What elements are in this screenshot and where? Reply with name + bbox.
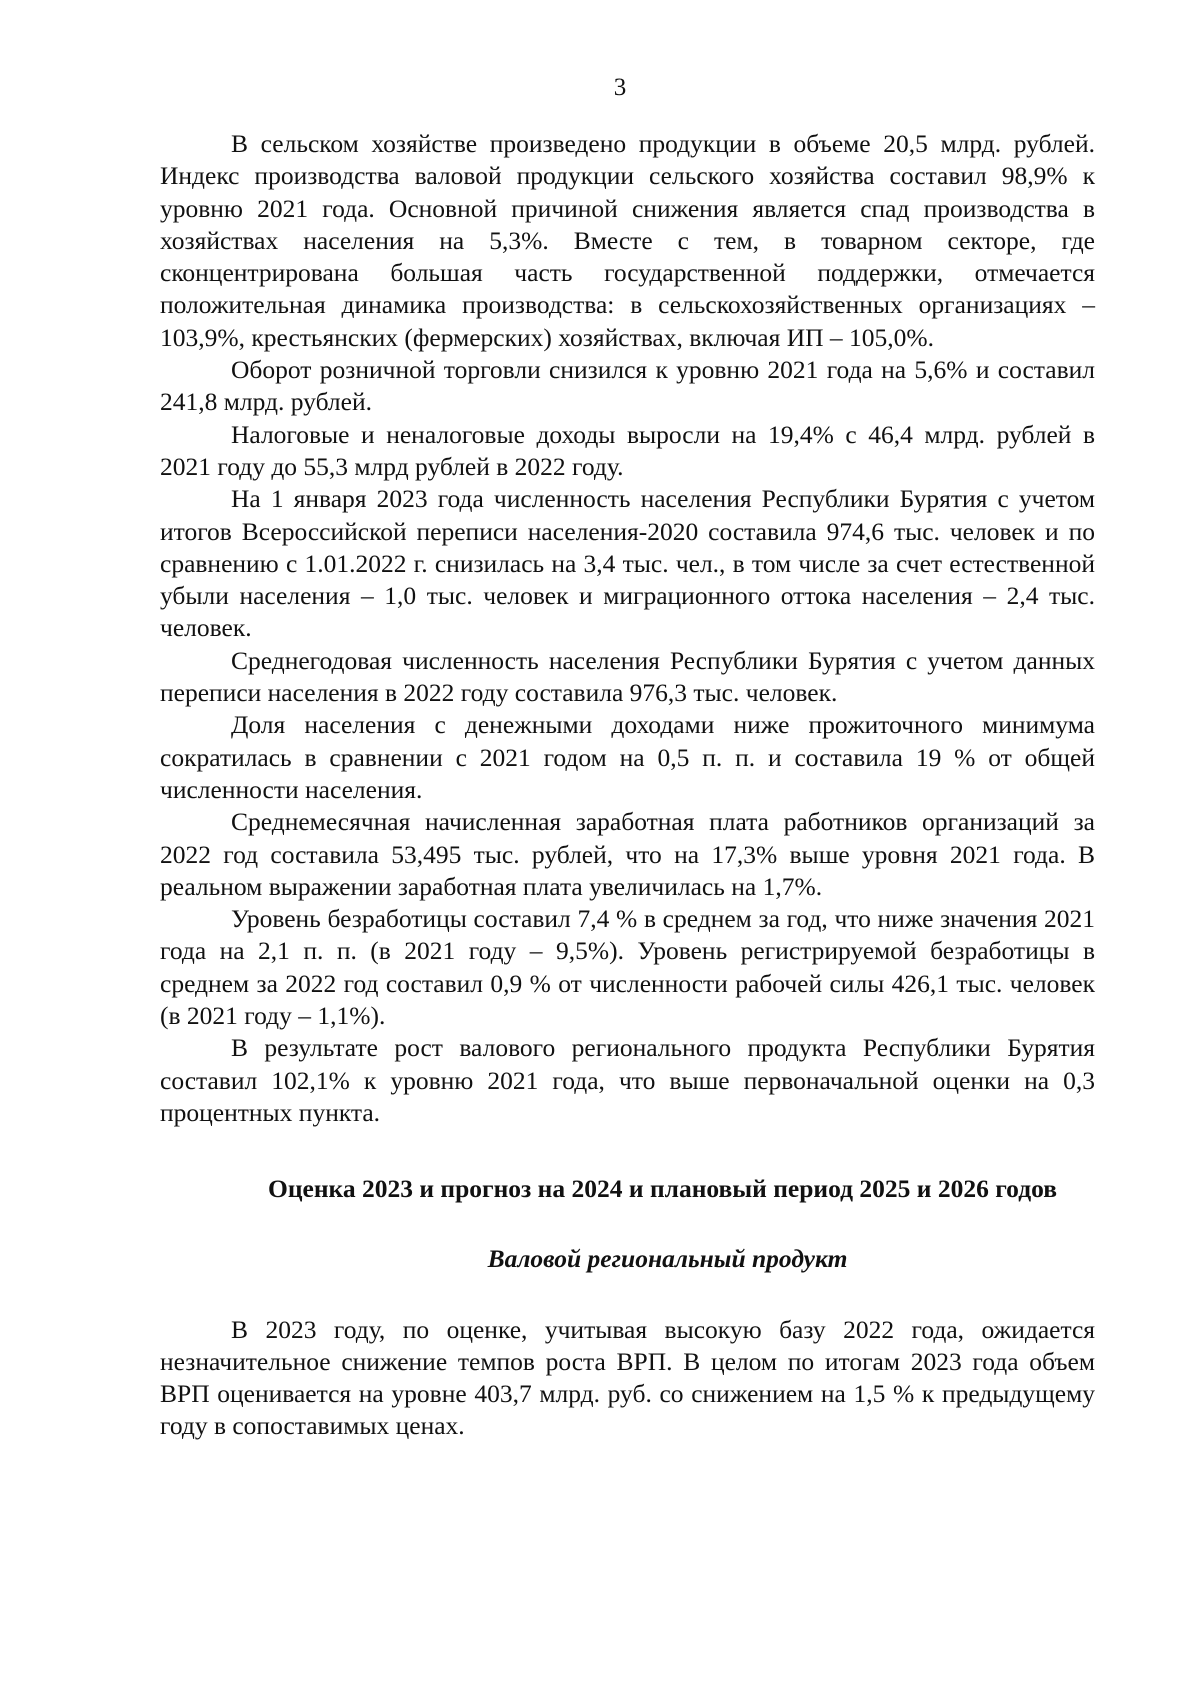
document-body: [160, 128, 1095, 1443]
section-heading: Оценка 2023 и прогноз на 2024 и плановый период 2025 и 2026 годов: [268, 1174, 1057, 1204]
paragraph-tax-revenue: Налоговые и неналоговые доходы выросли на 19,4% с 46,4 млрд. рублей в 2021 году до 55,3 млрд рублей в 2022 году.: [160, 419, 1095, 481]
paragraph-average-population: Среднегодовая численность населения Республики Бурятия с учетом данных переписи населения в 2022 году составила 976,3 тыс. человек.: [160, 645, 1095, 708]
paragraph-population: На 1 января 2023 года численность населения Республики Бурятия с учетом итогов Всероссийской переписи населения-2020 составила 974,6 тыс. человек и по сравнению с 1.01.2022 г. снизилась на 3,4 тыс. чел., в том числе за счет естественной убыли населения – 1,0 тыс. человек и миграционного оттока населения – 2,4 тыс. человек.: [160, 484, 1095, 643]
paragraph-grp-forecast: В 2023 году, по оценке, учитывая высокую базу 2022 года, ожидается незначительное снижение темпов роста ВРП. В целом по итогам 2023 года объем ВРП оценивается на уровне 403,7 млрд. руб. со снижением на 1,5 % к предыдущему году в сопоставимых ценах.: [160, 1314, 1095, 1441]
sub-heading: Валовой региональный продукт: [487, 1244, 848, 1274]
paragraph-agriculture: В сельском хозяйстве произведено продукции в объеме 20,5 млрд. рублей. Индекс производства валовой продукции сельского хозяйства составил 98,9% к уровню 2021 года. Основной причиной снижения является спад производства в хозяйствах населения на 5,3%. Вместе с тем, в товарном секторе, где сконцентрирована большая часть государственной поддержки, отмечается положительная динамика производства: в сельскохозяйственных организациях – 103,9%, крестьянских (фермерских) хозяйствах, включая ИП – 105,0%.: [160, 129, 1095, 352]
paragraph-grp-growth: В результате рост валового регионального продукта Республики Бурятия составил 102,1% к уровню 2021 года, что выше первоначальной оценки на 0,3 процентных пункта.: [160, 1033, 1095, 1127]
paragraph-retail: Оборот розничной торговли снизился к уровню 2021 года на 5,6% и составил 241,8 млрд. рублей.: [160, 355, 1095, 417]
paragraph-poverty: Доля населения с денежными доходами ниже прожиточного минимума сократилась в сравнении с 2021 годом на 0,5 п. п. и составила 19 % от общей численности населения.: [160, 710, 1095, 804]
page-number: 3: [613, 74, 627, 101]
paragraph-unemployment: Уровень безработицы составил 7,4 % в среднем за год, что ниже значения 2021 года на 2,1 п. п. (в 2021 году – 9,5%). Уровень регистрируемой безработицы в среднем за 2022 год составил 0,9 % от численности рабочей силы 426,1 тыс. человек (в 2021 году – 1,1%).: [160, 904, 1095, 1031]
paragraph-wages: Среднемесячная начисленная заработная плата работников организаций за 2022 год составила 53,495 тыс. рублей, что на 17,3% выше уровня 2021 года. В реальном выражении заработная плата увеличилась на 1,7%.: [160, 807, 1095, 901]
